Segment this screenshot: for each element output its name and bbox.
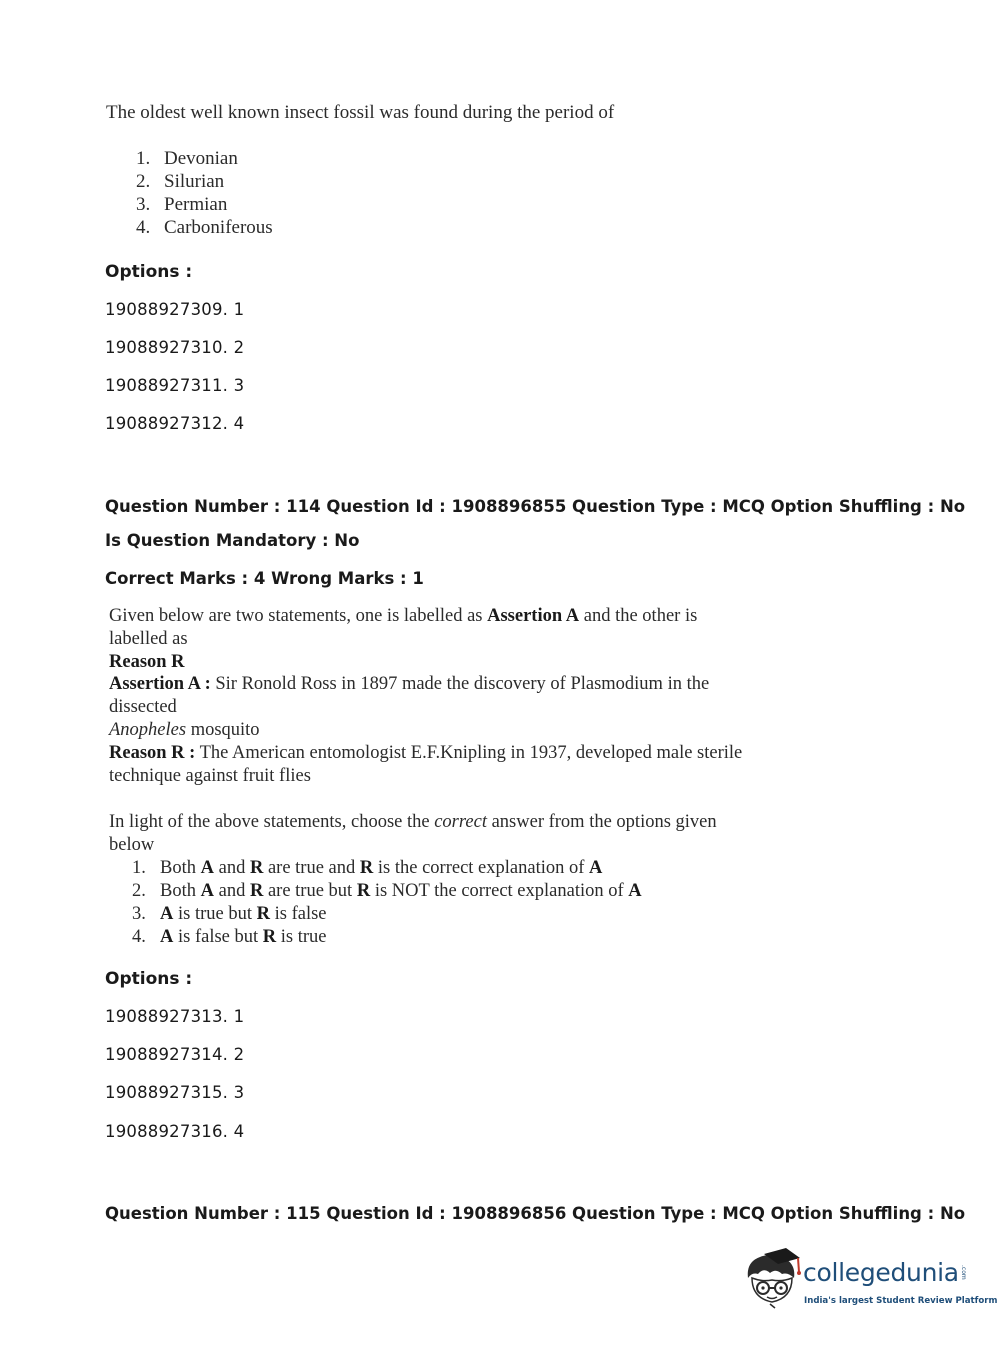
choice-item: 2. Both A and R are true but R is NOT the correct explanation of A (132, 881, 642, 901)
question-header: Question Number : 114 Question Id : 1908896855 Question Type : MCQ Option Shuffling : No (105, 497, 966, 516)
question-choices (136, 147, 273, 239)
logo-com: .com (960, 1265, 967, 1280)
choice-item: 3. Permian (136, 194, 228, 215)
choice-item: 2. Silurian (136, 171, 225, 192)
logo-wordmark: collegedunia (803, 1258, 959, 1287)
choice-item: 3. A is true but R is false (132, 904, 327, 924)
question-intro: Given below are two statements, one is labelled as Assertion A and the other is labelled as Reason R (109, 606, 698, 672)
question-marks: Correct Marks : 4 Wrong Marks : 1 (105, 569, 424, 588)
choice-item: 4. A is false but R is true (132, 927, 327, 947)
option-line: 19088927313. 1 (105, 1007, 245, 1026)
option-line: 19088927310. 2 (105, 338, 245, 357)
logo-tagline: India's largest Student Review Platform (804, 1296, 998, 1306)
question-instruction: In light of the above statements, choose the correct answer from the options given below (109, 812, 717, 855)
mascot-icon (742, 1248, 802, 1318)
choice-item: 1. Devonian (136, 148, 238, 169)
collegedunia-logo (742, 1248, 998, 1318)
question-header: Question Number : 115 Question Id : 1908896856 Question Type : MCQ Option Shuffling : No (105, 1204, 966, 1223)
option-line: 19088927311. 3 (105, 376, 245, 395)
reason-statement: Reason R : The American entomologist E.F.Knipling in 1937, developed male sterile technique against fruit flies (109, 743, 743, 786)
option-line: 19088927312. 4 (105, 414, 245, 433)
assertion-statement: Assertion A : Sir Ronold Ross in 1897 made the discovery of Plasmodium in the dissected Anopheles mosquito (109, 674, 710, 740)
question-stem: The oldest well known insect fossil was found during the period of (106, 102, 615, 123)
option-line: 19088927315. 3 (105, 1083, 245, 1102)
options-heading: Options : (105, 262, 193, 282)
options-heading: Options : (105, 969, 193, 989)
question-mandatory: Is Question Mandatory : No (105, 531, 360, 550)
choice-item: 4. Carboniferous (136, 217, 273, 238)
question-choices (132, 857, 642, 949)
choice-item: 1. Both A and R are true and R is the correct explanation of A (132, 858, 603, 878)
option-line: 19088927314. 2 (105, 1045, 245, 1064)
option-line: 19088927309. 1 (105, 300, 245, 319)
option-line: 19088927316. 4 (105, 1122, 245, 1141)
